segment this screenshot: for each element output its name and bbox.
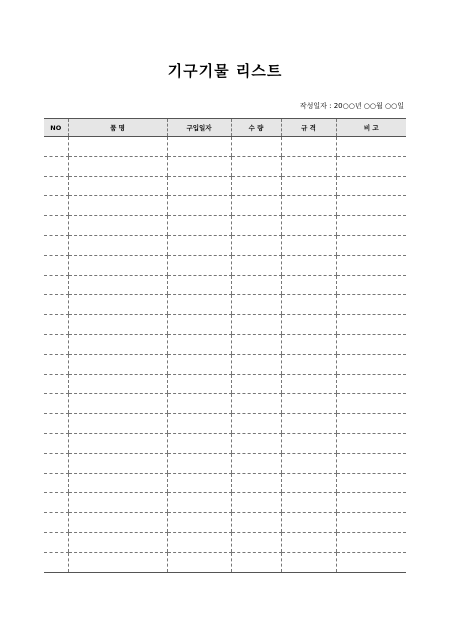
purchase-date-cell bbox=[167, 137, 231, 157]
specification-cell bbox=[281, 334, 336, 354]
specification-cell bbox=[281, 433, 336, 453]
table-row bbox=[44, 354, 406, 374]
purchase-date-cell bbox=[167, 473, 231, 493]
table-row bbox=[44, 552, 406, 572]
header-remarks: 비 고 bbox=[336, 119, 406, 137]
remarks-cell bbox=[336, 196, 406, 216]
item-name-cell bbox=[68, 137, 167, 157]
table-row bbox=[44, 374, 406, 394]
purchase-date-cell bbox=[167, 493, 231, 513]
no-cell bbox=[44, 433, 68, 453]
item-name-cell bbox=[68, 374, 167, 394]
specification-cell bbox=[281, 137, 336, 157]
table-row bbox=[44, 156, 406, 176]
table-row bbox=[44, 414, 406, 434]
quantity-cell bbox=[231, 255, 281, 275]
purchase-date-cell bbox=[167, 414, 231, 434]
no-cell bbox=[44, 374, 68, 394]
table-header-row bbox=[44, 119, 406, 137]
purchase-date-cell bbox=[167, 552, 231, 572]
table-row bbox=[44, 295, 406, 315]
specification-cell bbox=[281, 414, 336, 434]
item-name-cell bbox=[68, 334, 167, 354]
no-cell bbox=[44, 414, 68, 434]
item-name-cell bbox=[68, 315, 167, 335]
table-row bbox=[44, 196, 406, 216]
purchase-date-cell bbox=[167, 453, 231, 473]
remarks-cell bbox=[336, 235, 406, 255]
quantity-cell bbox=[231, 473, 281, 493]
specification-cell bbox=[281, 552, 336, 572]
header-item-name: 품 명 bbox=[68, 119, 167, 137]
table-row bbox=[44, 532, 406, 552]
no-cell bbox=[44, 513, 68, 533]
quantity-cell bbox=[231, 493, 281, 513]
header-specification: 규 격 bbox=[281, 119, 336, 137]
remarks-cell bbox=[336, 513, 406, 533]
purchase-date-cell bbox=[167, 275, 231, 295]
specification-cell bbox=[281, 493, 336, 513]
quantity-cell bbox=[231, 414, 281, 434]
specification-cell bbox=[281, 275, 336, 295]
table-row bbox=[44, 315, 406, 335]
no-cell bbox=[44, 156, 68, 176]
remarks-cell bbox=[336, 354, 406, 374]
header-no: NO bbox=[44, 119, 68, 137]
remarks-cell bbox=[336, 394, 406, 414]
quantity-cell bbox=[231, 453, 281, 473]
specification-cell bbox=[281, 176, 336, 196]
remarks-cell bbox=[336, 315, 406, 335]
specification-cell bbox=[281, 255, 336, 275]
purchase-date-cell bbox=[167, 176, 231, 196]
no-cell bbox=[44, 176, 68, 196]
item-name-cell bbox=[68, 295, 167, 315]
purchase-date-cell bbox=[167, 354, 231, 374]
quantity-cell bbox=[231, 354, 281, 374]
purchase-date-cell bbox=[167, 156, 231, 176]
specification-cell bbox=[281, 374, 336, 394]
no-cell bbox=[44, 315, 68, 335]
purchase-date-cell bbox=[167, 513, 231, 533]
table-row bbox=[44, 216, 406, 236]
table-row bbox=[44, 137, 406, 157]
quantity-cell bbox=[231, 433, 281, 453]
quantity-cell bbox=[231, 156, 281, 176]
purchase-date-cell bbox=[167, 196, 231, 216]
remarks-cell bbox=[336, 433, 406, 453]
remarks-cell bbox=[336, 552, 406, 572]
header-quantity: 수 량 bbox=[231, 119, 281, 137]
no-cell bbox=[44, 235, 68, 255]
quantity-cell bbox=[231, 513, 281, 533]
item-name-cell bbox=[68, 552, 167, 572]
item-name-cell bbox=[68, 176, 167, 196]
specification-cell bbox=[281, 196, 336, 216]
specification-cell bbox=[281, 394, 336, 414]
quantity-cell bbox=[231, 235, 281, 255]
purchase-date-cell bbox=[167, 394, 231, 414]
table-row bbox=[44, 433, 406, 453]
item-name-cell bbox=[68, 473, 167, 493]
no-cell bbox=[44, 196, 68, 216]
table-row bbox=[44, 176, 406, 196]
specification-cell bbox=[281, 354, 336, 374]
table-row bbox=[44, 334, 406, 354]
item-name-cell bbox=[68, 235, 167, 255]
no-cell bbox=[44, 552, 68, 572]
specification-cell bbox=[281, 532, 336, 552]
remarks-cell bbox=[336, 453, 406, 473]
remarks-cell bbox=[336, 493, 406, 513]
no-cell bbox=[44, 255, 68, 275]
quantity-cell bbox=[231, 275, 281, 295]
quantity-cell bbox=[231, 196, 281, 216]
quantity-cell bbox=[231, 334, 281, 354]
header-purchase-date: 구입일자 bbox=[167, 119, 231, 137]
purchase-date-cell bbox=[167, 216, 231, 236]
item-name-cell bbox=[68, 414, 167, 434]
item-name-cell bbox=[68, 275, 167, 295]
purchase-date-cell bbox=[167, 255, 231, 275]
remarks-cell bbox=[336, 295, 406, 315]
specification-cell bbox=[281, 295, 336, 315]
table-row bbox=[44, 513, 406, 533]
no-cell bbox=[44, 354, 68, 374]
item-name-cell bbox=[68, 255, 167, 275]
specification-cell bbox=[281, 513, 336, 533]
specification-cell bbox=[281, 315, 336, 335]
remarks-cell bbox=[336, 414, 406, 434]
purchase-date-cell bbox=[167, 235, 231, 255]
item-name-cell bbox=[68, 493, 167, 513]
table-row bbox=[44, 255, 406, 275]
quantity-cell bbox=[231, 315, 281, 335]
table-row bbox=[44, 394, 406, 414]
purchase-date-cell bbox=[167, 374, 231, 394]
purchase-date-cell bbox=[167, 433, 231, 453]
table-row bbox=[44, 473, 406, 493]
remarks-cell bbox=[336, 176, 406, 196]
item-name-cell bbox=[68, 513, 167, 533]
remarks-cell bbox=[336, 334, 406, 354]
purchase-date-cell bbox=[167, 295, 231, 315]
purchase-date-cell bbox=[167, 532, 231, 552]
item-name-cell bbox=[68, 433, 167, 453]
specification-cell bbox=[281, 156, 336, 176]
item-name-cell bbox=[68, 532, 167, 552]
specification-cell bbox=[281, 453, 336, 473]
item-name-cell bbox=[68, 354, 167, 374]
no-cell bbox=[44, 493, 68, 513]
quantity-cell bbox=[231, 137, 281, 157]
item-name-cell bbox=[68, 156, 167, 176]
table-body bbox=[44, 137, 406, 573]
table-row bbox=[44, 235, 406, 255]
specification-cell bbox=[281, 235, 336, 255]
remarks-cell bbox=[336, 255, 406, 275]
remarks-cell bbox=[336, 216, 406, 236]
no-cell bbox=[44, 216, 68, 236]
remarks-cell bbox=[336, 473, 406, 493]
specification-cell bbox=[281, 473, 336, 493]
no-cell bbox=[44, 275, 68, 295]
no-cell bbox=[44, 137, 68, 157]
table-row bbox=[44, 493, 406, 513]
specification-cell bbox=[281, 216, 336, 236]
quantity-cell bbox=[231, 394, 281, 414]
quantity-cell bbox=[231, 295, 281, 315]
quantity-cell bbox=[231, 552, 281, 572]
item-name-cell bbox=[68, 216, 167, 236]
remarks-cell bbox=[336, 275, 406, 295]
quantity-cell bbox=[231, 532, 281, 552]
no-cell bbox=[44, 473, 68, 493]
remarks-cell bbox=[336, 374, 406, 394]
no-cell bbox=[44, 334, 68, 354]
no-cell bbox=[44, 532, 68, 552]
purchase-date-cell bbox=[167, 315, 231, 335]
quantity-cell bbox=[231, 216, 281, 236]
item-name-cell bbox=[68, 394, 167, 414]
item-name-cell bbox=[68, 453, 167, 473]
remarks-cell bbox=[336, 532, 406, 552]
purchase-date-cell bbox=[167, 334, 231, 354]
quantity-cell bbox=[231, 176, 281, 196]
table-row bbox=[44, 275, 406, 295]
quantity-cell bbox=[231, 374, 281, 394]
creation-date: 작성일자 : 20○○년 ○○월 ○○일 bbox=[299, 102, 404, 110]
no-cell bbox=[44, 295, 68, 315]
no-cell bbox=[44, 394, 68, 414]
no-cell bbox=[44, 453, 68, 473]
document-title: 기구기물 리스트 bbox=[167, 62, 283, 80]
remarks-cell bbox=[336, 156, 406, 176]
equipment-list-table bbox=[44, 118, 406, 573]
table-row bbox=[44, 453, 406, 473]
item-name-cell bbox=[68, 196, 167, 216]
remarks-cell bbox=[336, 137, 406, 157]
